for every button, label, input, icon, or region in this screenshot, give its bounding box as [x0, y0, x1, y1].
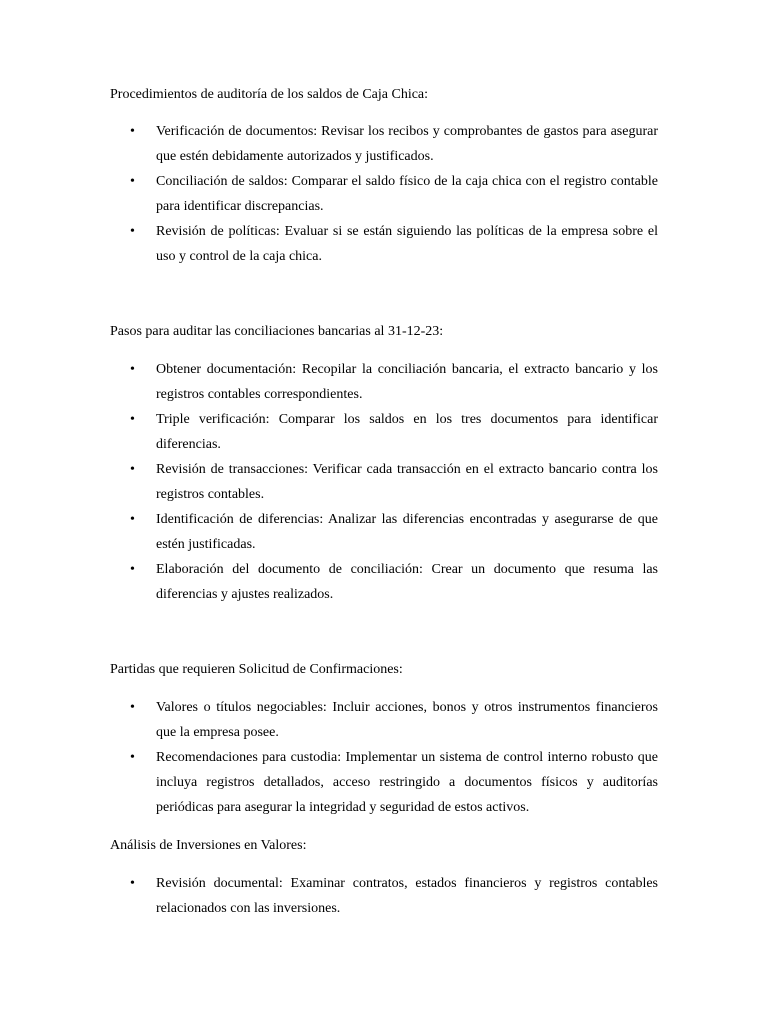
- bullet-icon: •: [130, 750, 135, 765]
- list-item-text: Conciliación de saldos: Comparar el saldo físico de la caja chica con el registro contable para identificar discrepancias.: [156, 174, 658, 214]
- list-item-text: Revisión de transacciones: Verificar cada transacción en el extracto bancario contra los registros contables.: [156, 462, 658, 502]
- list-item-text: Recomendaciones para custodia: Implementar un sistema de control interno robusto que incluya registros detallados, acceso restringido a documentos físicos y auditorías periódicas para asegurar la integridad y seguridad de estos activos.: [156, 750, 658, 815]
- list-item-text: Revisión de políticas: Evaluar si se están siguiendo las políticas de la empresa sobre el uso y control de la caja chica.: [156, 224, 658, 264]
- bullet-icon: •: [130, 124, 135, 139]
- list-item: [110, 557, 658, 607]
- list-item-text: Triple verificación: Comparar los saldos en los tres documentos para identificar diferencias.: [156, 412, 658, 452]
- list-item: [110, 457, 658, 507]
- list-item: [110, 695, 658, 745]
- bullet-list-inversiones: [110, 871, 658, 921]
- section-heading-inversiones: Análisis de Inversiones en Valores:: [110, 838, 307, 853]
- bullet-icon: •: [130, 174, 135, 189]
- bullet-icon: •: [130, 876, 135, 891]
- section-heading-caja-chica: Procedimientos de auditoría de los saldos de Caja Chica:: [110, 87, 429, 102]
- list-item: [110, 871, 658, 921]
- bullet-icon: •: [130, 224, 135, 239]
- bullet-icon: •: [130, 562, 135, 577]
- bullet-list-conciliaciones: [110, 357, 658, 607]
- list-item: [110, 507, 658, 557]
- list-item-text: Elaboración del documento de conciliación: Crear un documento que resuma las diferencias y ajustes realizados.: [156, 562, 658, 602]
- list-item: [110, 357, 658, 407]
- section-heading-conciliaciones: Pasos para auditar las conciliaciones bancarias al 31-12-23:: [110, 324, 444, 339]
- list-item-text: Obtener documentación: Recopilar la conciliación bancaria, el extracto bancario y los registros contables correspondientes.: [156, 362, 658, 402]
- list-item: [110, 169, 658, 219]
- list-item: [110, 219, 658, 269]
- bullet-list-confirmaciones: [110, 695, 658, 820]
- list-item: [110, 745, 658, 820]
- bullet-icon: •: [130, 462, 135, 477]
- list-item-text: Verificación de documentos: Revisar los recibos y comprobantes de gastos para asegurar que estén debidamente autorizados y justificados.: [156, 124, 658, 164]
- list-item-text: Identificación de diferencias: Analizar las diferencias encontradas y asegurarse de que estén justificadas.: [156, 512, 658, 552]
- bullet-icon: •: [130, 700, 135, 715]
- section-heading-confirmaciones: Partidas que requieren Solicitud de Confirmaciones:: [110, 662, 403, 677]
- bullet-icon: •: [130, 412, 135, 427]
- list-item-text: Revisión documental: Examinar contratos, estados financieros y registros contables relacionados con las inversiones.: [156, 876, 658, 916]
- bullet-list-caja-chica: [110, 119, 658, 269]
- bullet-icon: •: [130, 512, 135, 527]
- list-item: [110, 407, 658, 457]
- list-item: [110, 119, 658, 169]
- bullet-icon: •: [130, 362, 135, 377]
- list-item-text: Valores o títulos negociables: Incluir acciones, bonos y otros instrumentos financieros que la empresa posee.: [156, 700, 658, 740]
